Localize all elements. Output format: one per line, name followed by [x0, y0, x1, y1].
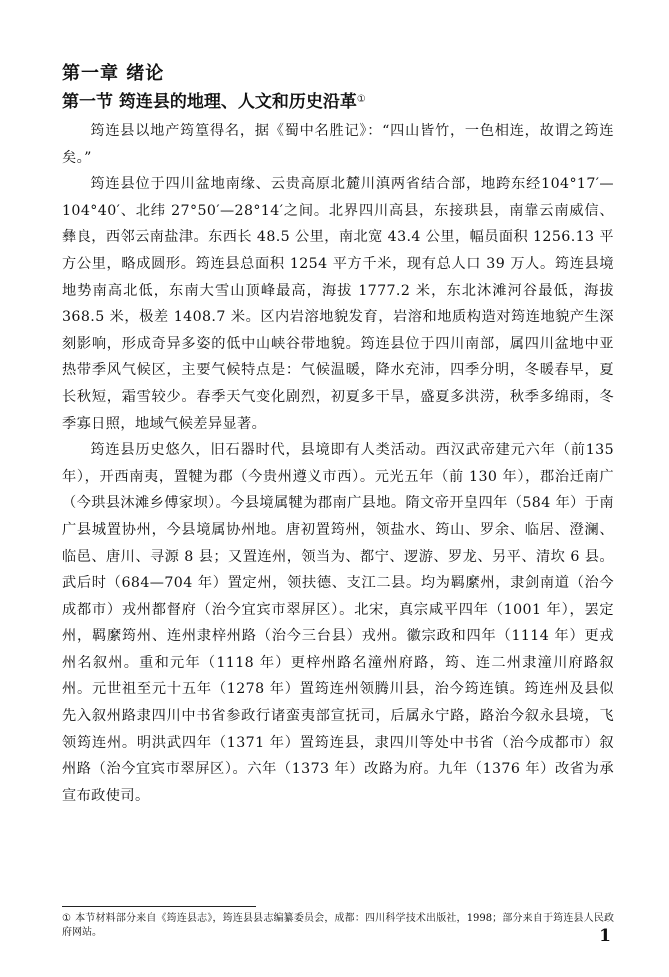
- footnote-reference: ①: [356, 94, 366, 105]
- section-title-text: 第一节 筠连县的地理、人文和历史沿革: [62, 92, 357, 112]
- chapter-title: 第一章 绪论: [62, 63, 165, 84]
- footnote-text: 本节材料部分来自《筠连县志》，筠连县县志编纂委员会，成都：四川科学技术出版社，1998；部分来自于筠连县人民政府网站。: [62, 913, 614, 938]
- page-body: [62, 62, 614, 809]
- footnote: [62, 912, 614, 940]
- footnote-mark: ①: [62, 913, 72, 924]
- footnote-divider: [62, 906, 256, 907]
- section-title: [62, 90, 614, 114]
- paragraph-geography: 筠连县位于四川盆地南缘、云贵高原北麓川滇两省结合部，地跨东经104°17′—104°40′、北纬 27°50′—28°14′之间。北界四川高县，东接珙县，南靠云南威信、彝良，西邻云南盐津。东西长 48.5 公里，南北宽 43.4 公里，幅员面积 1256.13 平方公里，略成圆形。筠连县总面积 1254 平方千米，现有总人口 39 万人。筠连县境地势南高北低，东南大雪山顶峰最高，海拔 1777.2 米，东北沐滩河谷最低，海拔 368.5 米，极差 1408.7 米。区内岩溶地貌发育，岩溶和地质构造对筠连地貌产生深刻影响，形成奇异多姿的低中山峡谷带地貌。筠连县位于四川南部，属四川盆地中亚热带季风气候区，主要气候特点是：气候温暖，降水充沛，四季分明，冬暖春早，夏长秋短，霜雪较少。春季天气变化剧烈，初夏多干旱，盛夏多洪涝，秋季多绵雨，冬季寡日照，地域气候差异显著。: [62, 176, 614, 432]
- page-number: 1: [599, 926, 611, 946]
- paragraph-name-origin: 筠连县以地产筠篁得名，据《蜀中名胜记》：“四山皆竹，一色相连，故谓之筠连矣。”: [62, 123, 614, 166]
- paragraph-history: 筠连县历史悠久，旧石器时代，县境即有人类活动。西汉武帝建元六年（前135年），开西南夷，置犍为郡（今贵州遵义市西）。元光五年（前 130 年），郡治迁南广（今珙县沐滩乡傅家坝）。今县境属犍为郡南广县地。隋文帝开皇四年（584 年）于南广县城置协州，今县境属协州地。唐初置筠州，领盐水、筠山、罗余、临居、澄澜、临邑、唐川、寻源 8 县；又置连州，领当为、都宁、逻游、罗龙、另平、清坎 6 县。武后时（684—704 年）置定州，领扶德、支江二县。均为羁縻州，隶剑南道（治今成都市）戎州都督府（治今宜宾市翠屏区）。北宋，真宗咸平四年（1001 年），罢定州，羁縻筠州、连州隶梓州路（治今三台县）戎州。徽宗政和四年（1114 年）更戎州名叙州。重和元年（1118 年）更梓州路名潼州府路，筠、连二州隶潼川府路叙州。元世祖至元十五年（1278 年）置筠连州领腾川县，治今筠连镇。筠连州及县似先入叙州路隶四川中书省参政行诸蛮夷部宣抚司，后属永宁路，路治今叙永县境，飞领筠连州。明洪武四年（1371 年）置筠连县，隶四川等处中书省（治今成都市）叙州路（治今宜宾市翠屏区）。六年（1373 年）改路为府。九年（1376 年）改省为承宣布政使司。: [62, 442, 614, 804]
